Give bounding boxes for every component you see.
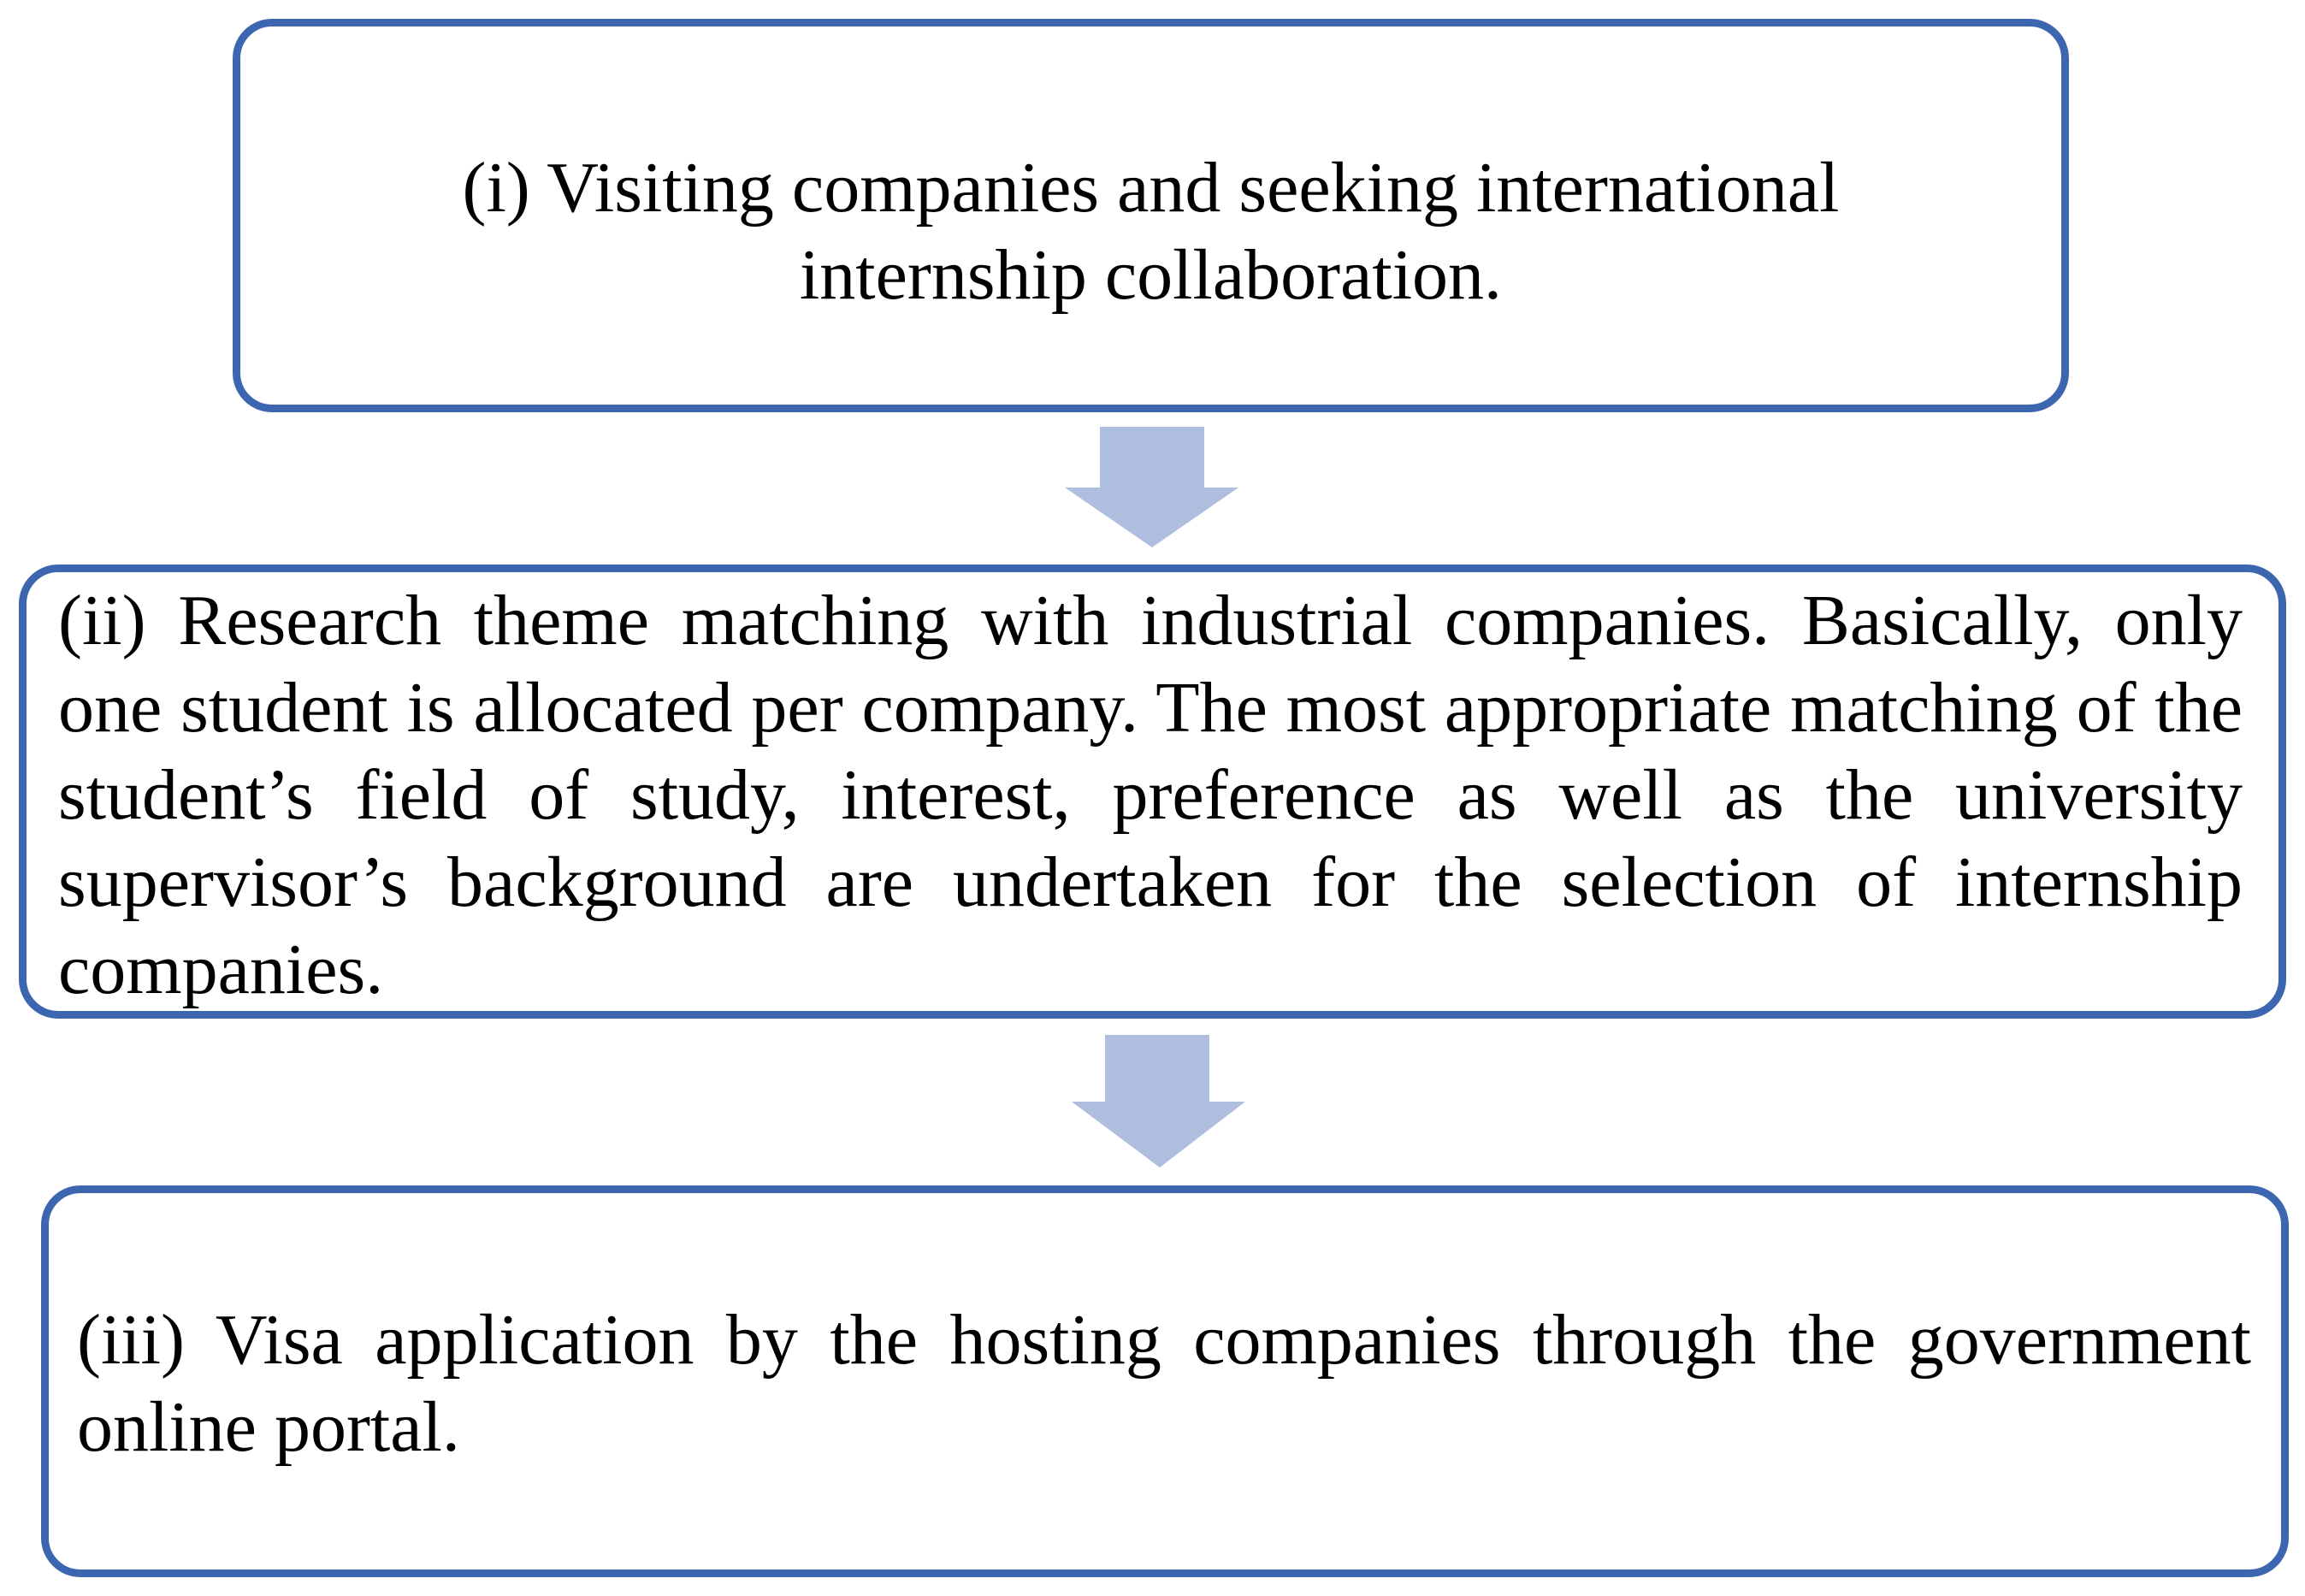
step-2-box — [19, 565, 2286, 1019]
arrow-down-icon — [1072, 1035, 1245, 1167]
step-2-text: (ii) Research theme matching with industrial companies. Basically, only one student is allocated per company. The most appropriate matching of the student’s field of study, interest, preference as well as the university supervisor’s background are undertaken for the selection of internship companies. — [58, 581, 2243, 1009]
step-3-box — [41, 1185, 2289, 1577]
step-1-text: (i) Visiting companies and seeking international internship collaboration. — [462, 148, 1840, 315]
step-3-text: (iii) Visa application by the hosting companies through the government online portal. — [77, 1300, 2251, 1467]
step-1-box — [233, 19, 2069, 412]
arrow-down-icon — [1065, 427, 1238, 547]
